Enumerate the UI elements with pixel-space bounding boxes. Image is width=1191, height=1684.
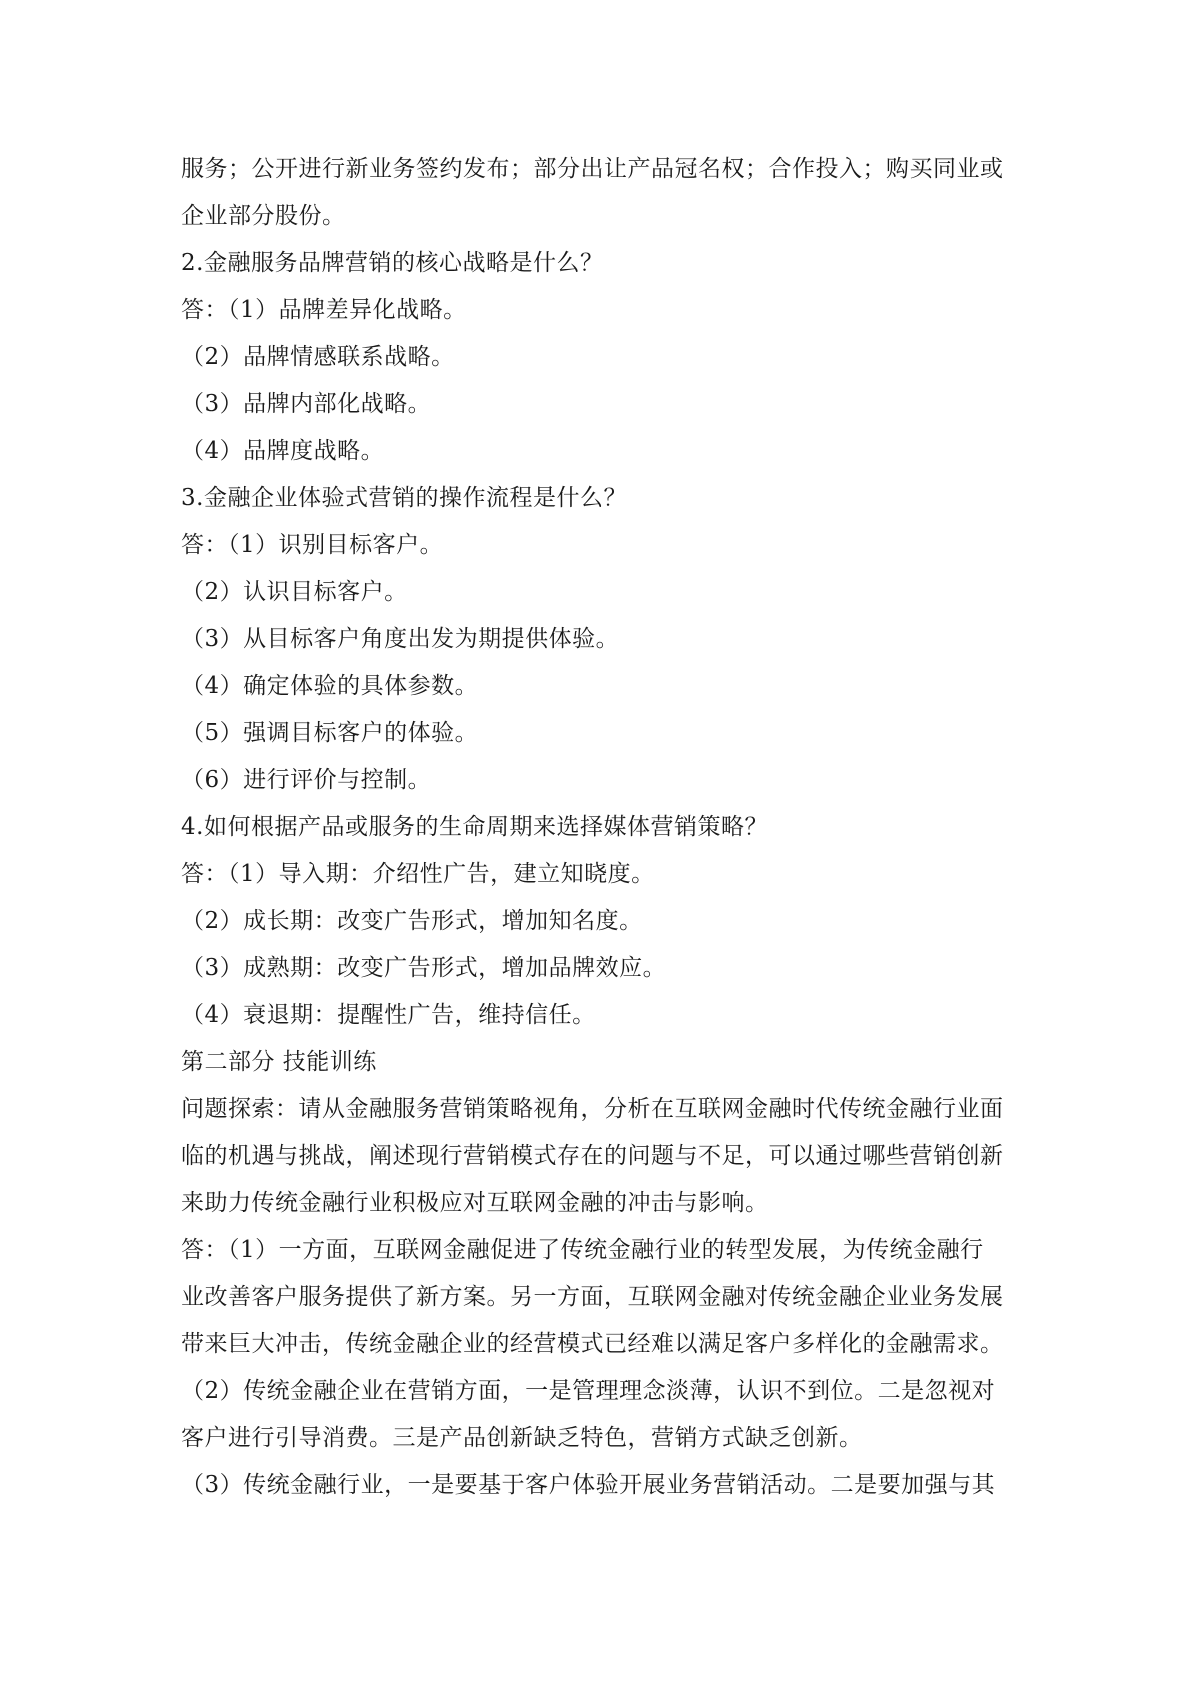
text-line: 企业部分股份。 [181,203,346,229]
answer-line: （6）进行评价与控制。 [181,767,432,793]
question-line: 临的机遇与挑战，阐述现行营销模式存在的问题与不足，可以通过哪些营销创新 [181,1143,1004,1169]
question-line: 问题探索：请从金融服务营销策略视角，分析在互联网金融时代传统金融行业面 [181,1096,1004,1122]
answer-line: （2）成长期：改变广告形式，增加知名度。 [181,908,643,934]
question-line: 3.金融企业体验式营销的操作流程是什么？ [181,485,627,511]
question-line: 4.如何根据产品或服务的生命周期来选择媒体营销策略？ [181,814,768,840]
answer-line: （3）传统金融行业，一是要基于客户体验开展业务营销活动。二是要加强与其 [181,1472,996,1498]
question-line: 来助力传统金融行业积极应对互联网金融的冲击与影响。 [181,1190,769,1216]
answer-line: （2）传统金融企业在营销方面，一是管理理念淡薄，认识不到位。二是忽视对 [181,1378,996,1404]
section-heading: 第二部分 技能训练 [181,1049,377,1075]
document-body [181,146,1021,1509]
answer-line: 客户进行引导消费。三是产品创新缺乏特色，营销方式缺乏创新。 [181,1425,863,1451]
answer-line: （2）品牌情感联系战略。 [181,344,455,370]
answer-line: （5）强调目标客户的体验。 [181,720,479,746]
answer-line: （3）品牌内部化战略。 [181,391,432,417]
answer-line: 带来巨大冲击，传统金融企业的经营模式已经难以满足客户多样化的金融需求。 [181,1331,1004,1357]
answer-line: （2）认识目标客户。 [181,579,408,605]
answer-line: （4）衰退期：提醒性广告，维持信任。 [181,1002,596,1028]
answer-line: 答：（1）一方面，互联网金融促进了传统金融行业的转型发展，为传统金融行 [181,1237,984,1263]
text-line: 服务；公开进行新业务签约发布；部分出让产品冠名权；合作投入；购买同业或 [181,156,1004,182]
question-line: 2.金融服务品牌营销的核心战略是什么？ [181,250,604,276]
answer-line: （4）确定体验的具体参数。 [181,673,479,699]
answer-line: （3）从目标客户角度出发为期提供体验。 [181,626,620,652]
answer-line: 业改善客户服务提供了新方案。另一方面，互联网金融对传统金融企业业务发展 [181,1284,1004,1310]
answer-line: 答：（1）识别目标客户。 [181,532,444,558]
answer-line: 答：（1）品牌差异化战略。 [181,297,467,323]
answer-line: （4）品牌度战略。 [181,438,385,464]
answer-line: （3）成熟期：改变广告形式，增加品牌效应。 [181,955,667,981]
answer-line: 答：（1）导入期：介绍性广告，建立知晓度。 [181,861,655,887]
